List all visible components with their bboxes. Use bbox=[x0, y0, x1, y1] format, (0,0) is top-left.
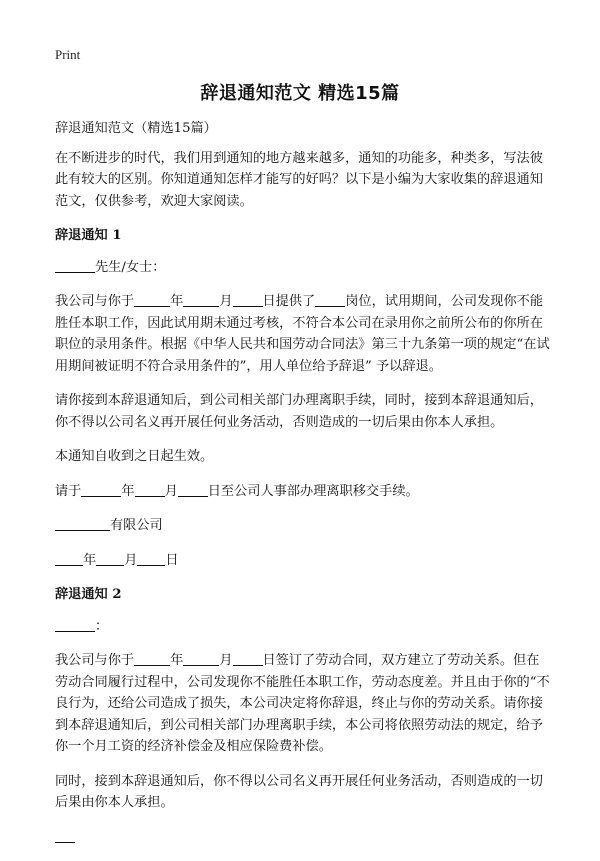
document-body bbox=[55, 118, 552, 861]
intro-paragraph: 在不断进步的时代，我们用到通知的地方越来越多，通知的功能多，种类多，写法彼此有较大的区别。你知道通知怎样才能写的好吗？以下是小编为大家收集的辞退通知范文，仅供参考，欢迎大家阅读。 bbox=[55, 150, 543, 209]
section-1-paragraph-3: 本通知自收到之日起生效。 bbox=[55, 449, 214, 464]
blank-line bbox=[315, 292, 345, 307]
blank-line bbox=[96, 551, 124, 566]
blank-line bbox=[183, 651, 219, 666]
blank-line bbox=[55, 617, 95, 632]
document-subtitle: 辞退通知范文（精选15篇） bbox=[55, 121, 217, 136]
salutation-text: 先生/女士： bbox=[95, 259, 166, 275]
blank-line bbox=[183, 292, 219, 307]
blank-line bbox=[135, 482, 165, 497]
section-2-salutation: ： bbox=[55, 616, 552, 638]
print-label[interactable]: Print bbox=[55, 47, 81, 62]
section-2-trailing bbox=[55, 827, 552, 849]
section-2-heading: 辞退通知 2 bbox=[55, 587, 122, 602]
section-2-paragraph-1: 我公司与你于 年 月 日签订了劳动合同，双方建立了劳动关系。但在劳动合同履行过程中，公司发现你不能胜任本职工作，劳动态度差。并且由于你的“不良行为，还给公司造成了损失，本公司决定将你辞退，终止与你的劳动关系。请你接到本辞退通知后，到公司相关部门办理离职手续，本公司将依照劳动法的规定，给予你一个月工资的经济补偿金及相应保险费补偿。 bbox=[55, 653, 550, 754]
blank-line bbox=[55, 516, 110, 531]
blank-line bbox=[233, 651, 263, 666]
section-1-paragraph-1: 我公司与你于 年 月 日提供了 岗位，试用期间，公司发现你不能胜任本职工作，因此试用期未通过考核，不符合本公司在录用你之前所公布的你所在职位的录用条件。根据《中华人民共和国劳动合同法》第三十九条第一项的规定“在试用期间被证明不符合录用条件的”，用人单位给予辞退” 予以辞退。 bbox=[55, 294, 550, 374]
blank-line bbox=[178, 482, 208, 497]
blank-line bbox=[134, 651, 170, 666]
blank-line bbox=[137, 551, 165, 566]
section-1-date: 年 月 日 bbox=[55, 550, 552, 572]
section-1-heading: 辞退通知 1 bbox=[55, 228, 122, 243]
blank-line bbox=[55, 828, 75, 843]
blank-line bbox=[233, 292, 263, 307]
blank-line bbox=[81, 482, 121, 497]
blank-line bbox=[134, 292, 170, 307]
page-title: 辞退通知范文 精选15篇 bbox=[200, 83, 400, 104]
blank-line bbox=[55, 258, 95, 273]
section-1-company: 有限公司 bbox=[55, 515, 552, 537]
section-1-salutation bbox=[55, 257, 552, 279]
blank-line bbox=[55, 551, 83, 566]
section-2-paragraph-2: 同时，接到本辞退通知后，你不得以公司名义再开展任何业务活动，否则造成的一切后果由你本人承担。 bbox=[55, 773, 543, 810]
section-1-paragraph-2: 请你接到本辞退通知后，到公司相关部门办理离职手续，同时，接到本辞退通知后，你不得以公司名义再开展任何业务活动，否则造成的一切后果由你本人承担。 bbox=[55, 393, 543, 430]
section-1-paragraph-4: 请于 年 月 日至公司人事部办理离职移交手续。 bbox=[55, 483, 419, 499]
